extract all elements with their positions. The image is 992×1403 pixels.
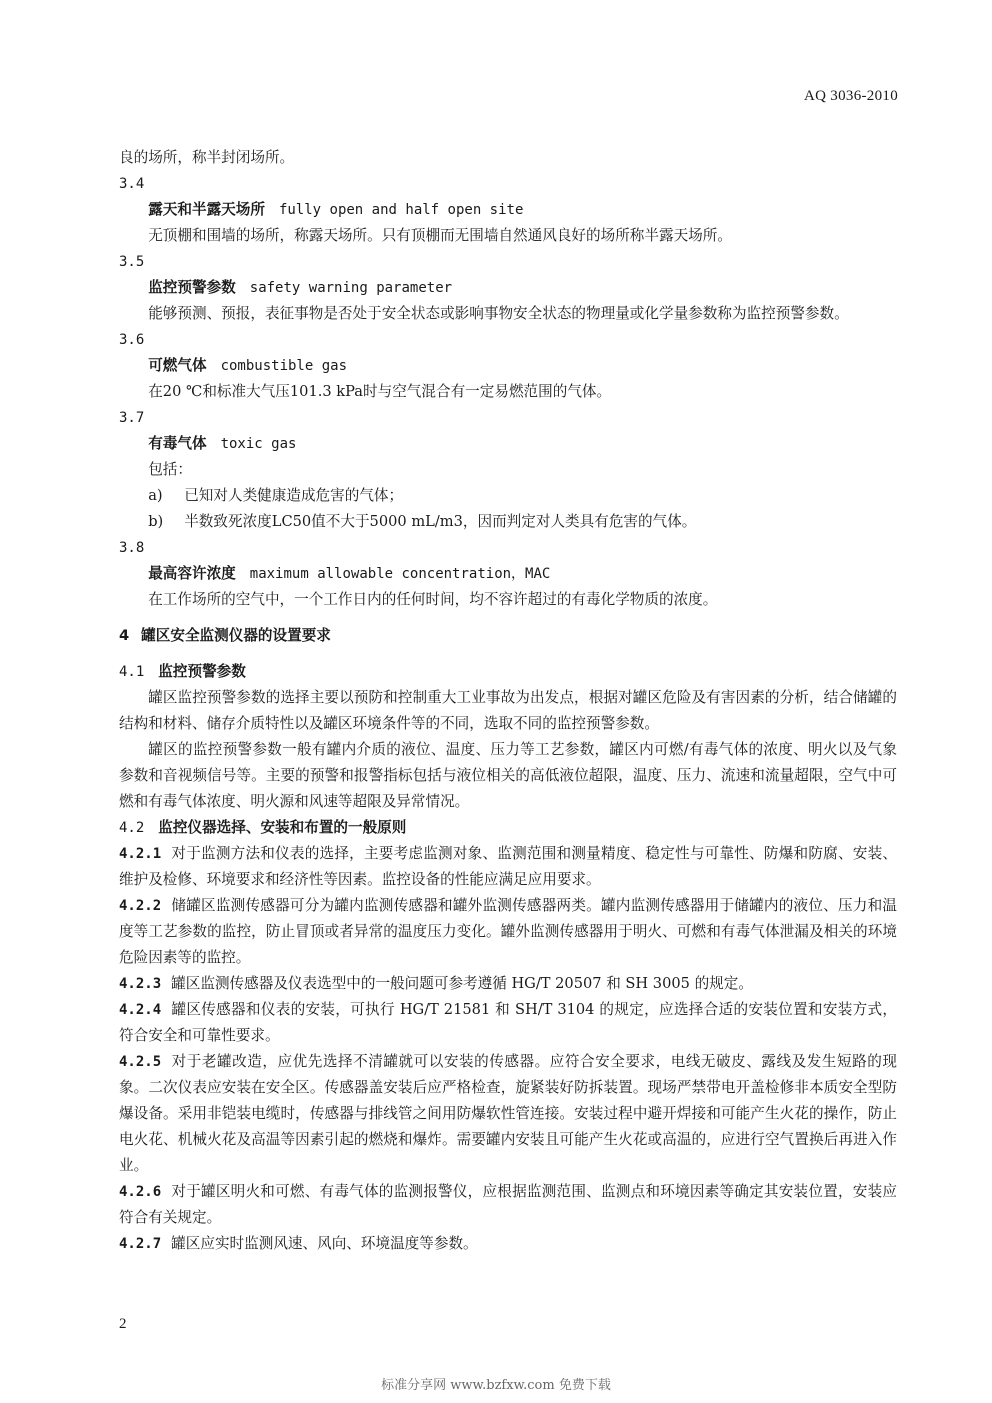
subsection-number: 4.2 <box>119 820 145 836</box>
clause-text: 罐区传感器和仪表的安装，可执行 HG/T 21581 和 SH/T 3104 的规定，应选择合适的安装位置和安装方式，符合安全和可靠性要求。 <box>119 1001 897 1044</box>
page-content <box>119 145 897 1257</box>
section-number: 4 <box>119 627 130 644</box>
term-english: combustible gas <box>220 358 348 374</box>
subsection-heading <box>119 659 897 685</box>
term-definition: 能够预测、预报，表征事物是否处于安全状态或影响事物安全状态的物理量或化学量参数称为监控预警参数。 <box>148 305 849 322</box>
term-chinese: 最高容许浓度 <box>148 565 236 582</box>
clause-number: 4.2.3 <box>119 976 162 992</box>
clause-number: 4.2.5 <box>119 1054 162 1070</box>
clause-number: 4.2.2 <box>119 898 162 914</box>
term-chinese: 可燃气体 <box>148 357 207 374</box>
term-definition: 无顶棚和围墙的场所，称露天场所。只有顶棚而无围墙自然通风良好的场所称半露天场所。 <box>148 227 732 244</box>
list-item-text: 已知对人类健康造成危害的气体； <box>184 487 404 504</box>
clause <box>119 1231 897 1257</box>
term-chinese: 露天和半露天场所 <box>148 201 265 218</box>
section-title: 罐区安全监测仪器的设置要求 <box>141 627 331 644</box>
term-heading <box>119 561 897 587</box>
term-english: toxic gas <box>220 436 297 452</box>
clause <box>119 1179 897 1231</box>
section-heading <box>119 623 897 649</box>
subsection-heading <box>119 815 897 841</box>
paragraph: 罐区监控预警参数的选择主要以预防和控制重大工业事故为出发点，根据对罐区危险及有害因素的分析，结合储罐的结构和材料、储存介质特性以及罐区环境条件等的不同，选取不同的监控预警参数。 <box>119 689 897 732</box>
list-marker: a) <box>148 487 163 504</box>
clause-text: 罐区应实时监测风速、风向、环境温度等参数。 <box>171 1235 478 1252</box>
clause-number: 4.2.1 <box>119 846 162 862</box>
list-item <box>119 509 897 535</box>
term-chinese: 有毒气体 <box>148 435 207 452</box>
subsection-number: 4.1 <box>119 664 145 680</box>
clause <box>119 997 897 1049</box>
term-heading <box>119 353 897 379</box>
term-english: maximum allowable concentration，MAC <box>249 566 551 582</box>
clause-text: 罐区监测传感器及仪表选型中的一般问题可参考遵循 HG/T 20507 和 SH 3005 的规定。 <box>171 975 753 992</box>
subsection-title: 监控预警参数 <box>158 663 246 680</box>
continued-text: 良的场所，称半封闭场所。 <box>119 149 295 166</box>
term-definition: 包括： <box>148 461 192 478</box>
term-number: 3.6 <box>119 332 145 348</box>
list-item-text: 半数致死浓度LC50值不大于5000 mL/m3，因而判定对人类具有危害的气体。 <box>184 513 697 530</box>
clause <box>119 841 897 893</box>
clause-text: 对于罐区明火和可燃、有毒气体的监测报警仪，应根据监测范围、监测点和环境因素等确定其安装位置，安装应符合有关规定。 <box>119 1183 897 1226</box>
term-number: 3.8 <box>119 540 145 556</box>
clause-number: 4.2.4 <box>119 1002 162 1018</box>
term-number: 3.4 <box>119 176 145 192</box>
term-heading <box>119 197 897 223</box>
clause-text: 对于监测方法和仪表的选择，主要考虑监测对象、监测范围和测量精度、稳定性与可靠性、防爆和防腐、安装、维护及检修、环境要求和经济性等因素。监控设备的性能应满足应用要求。 <box>119 845 897 888</box>
term-heading <box>119 431 897 457</box>
term-english: safety warning parameter <box>249 280 453 296</box>
term-chinese: 监控预警参数 <box>148 279 236 296</box>
standard-number: AQ 3036-2010 <box>803 88 898 104</box>
term-definition: 在工作场所的空气中，一个工作日内的任何时间，均不容许超过的有毒化学物质的浓度。 <box>148 591 718 608</box>
term-english: fully open and half open site <box>278 202 524 218</box>
list-marker: b) <box>148 513 164 530</box>
page-number: 2 <box>119 1316 127 1332</box>
clause-number: 4.2.6 <box>119 1184 162 1200</box>
clause <box>119 1049 897 1179</box>
clause <box>119 971 897 997</box>
term-number: 3.7 <box>119 410 145 426</box>
clause-text: 储罐区监测传感器可分为罐内监测传感器和罐外监测传感器两类。罐内监测传感器用于储罐内的液位、压力和温度等工艺参数的监控，防止冒顶或者异常的温度压力变化。罐外监测传感器用于明火、可燃和有毒气体泄漏及相关的环境危险因素等的监控。 <box>119 897 897 966</box>
term-definition: 在20 ℃和标准大气压101.3 kPa时与空气混合有一定易燃范围的气体。 <box>148 383 612 400</box>
clause-text: 对于老罐改造，应优先选择不清罐就可以安装的传感器。应符合安全要求，电线无破皮、露线及发生短路的现象。二次仪表应安装在安全区。传感器盖安装后应严格检查，旋紧装好防拆装置。现场严禁带电开盖检修非本质安全型防爆设备。采用非铠装电缆时，传感器与排线管之间用防爆软性管连接。安装过程中避开焊接和可能产生火花的操作，防止电火花、机械火花及高温等因素引起的燃烧和爆炸。需要罐内安装且可能产生火花或高温的，应进行空气置换后再进入作业。 <box>119 1053 897 1174</box>
term-heading <box>119 275 897 301</box>
clause-number: 4.2.7 <box>119 1236 162 1252</box>
list-item <box>119 483 897 509</box>
subsection-title: 监控仪器选择、安装和布置的一般原则 <box>158 819 407 836</box>
term-number: 3.5 <box>119 254 145 270</box>
paragraph: 罐区的监控预警参数一般有罐内介质的液位、温度、压力等工艺参数，罐区内可燃/有毒气体的浓度、明火以及气象参数和音视频信号等。主要的预警和报警指标包括与液位相关的高低液位超限，温度、压力、流速和流量超限，空气中可燃和有毒气体浓度、明火源和风速等超限及异常情况。 <box>119 741 897 810</box>
footer-watermark: 标准分享网 www.bzfxw.com 免费下载 <box>381 1378 611 1393</box>
clause <box>119 893 897 971</box>
